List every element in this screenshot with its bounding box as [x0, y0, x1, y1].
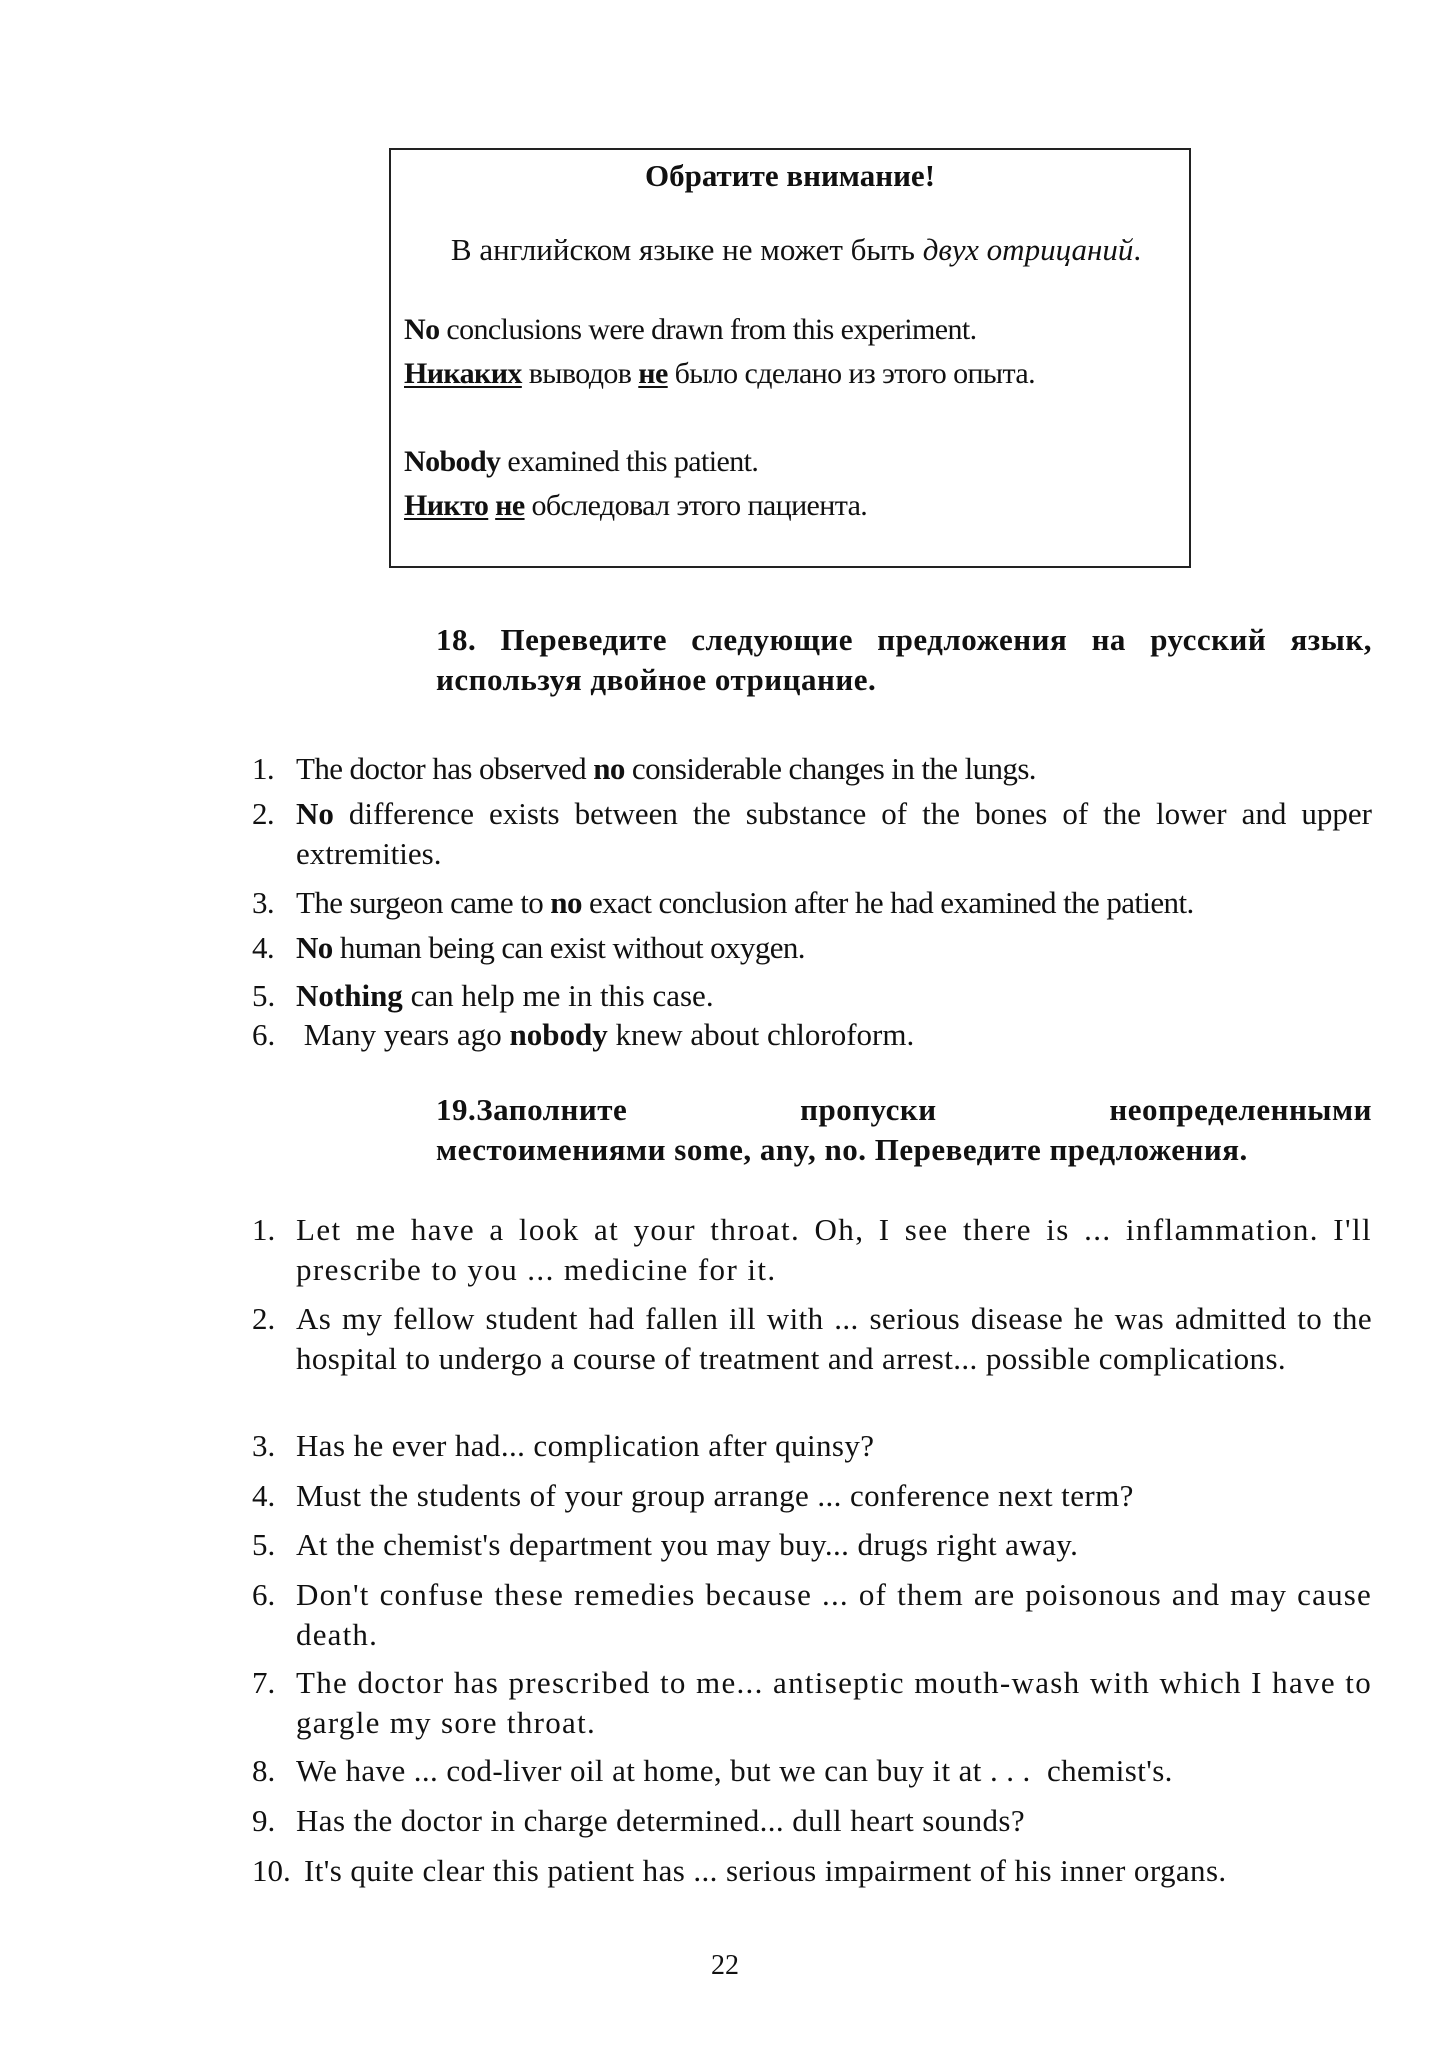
note-rule	[413, 232, 1179, 268]
negative-word: No	[296, 796, 334, 831]
item-number: 6.	[252, 1577, 276, 1612]
item-number: 6.	[252, 1017, 276, 1052]
example-1-russian-rest: было сделано из этого опыта.	[667, 357, 1035, 390]
item-number: 5.	[252, 1527, 276, 1562]
exercise-19-heading-line-1: 19.Заполните пропуски неопределенными	[436, 1092, 1372, 1127]
item-text: No difference exists between the substance of the bones of the lower and upper extremities.	[296, 796, 1372, 871]
item-text: Nothing can help me in this case.	[296, 978, 714, 1013]
exercise-19-heading	[436, 1090, 1372, 1170]
item-number: 3.	[252, 885, 275, 920]
note-rule-text: В английском языке не может быть	[450, 232, 923, 267]
item-number: 5.	[252, 978, 276, 1013]
example-2-russian	[404, 489, 867, 523]
item-number: 4.	[252, 930, 275, 965]
example-2-english	[404, 445, 758, 479]
note-box	[389, 148, 1191, 568]
exercise-18-heading-line-1: 18. Переведите следующие предложения на русский язык,	[436, 622, 1372, 657]
note-title: Обратите внимание!	[644, 158, 936, 193]
item-text: It's quite clear this patient has ... serious impairment of his inner organs.	[304, 1853, 1227, 1888]
example-1-russian-mid: выводов	[521, 357, 639, 390]
item-text: The doctor has observed no considerable changes in the lungs.	[296, 751, 1036, 786]
item-text: Many years ago nobody knew about chloroform.	[296, 1017, 915, 1052]
example-1-russian-neg-2: не	[638, 357, 668, 390]
item-text: The surgeon came to no exact conclusion after he had examined the patient.	[296, 885, 1194, 920]
item-text: Has the doctor in charge determined... dull heart sounds?	[296, 1803, 1025, 1838]
item-text: At the chemist's department you may buy... drugs right away.	[296, 1527, 1079, 1562]
example-1-english	[404, 313, 976, 347]
item-text: Don't confuse these remedies because ... of them are poisonous and may cause death.	[296, 1577, 1372, 1652]
example-2-russian-rest: обследовал этого пациента.	[524, 489, 868, 522]
page-number: 22	[711, 1950, 739, 1981]
exercise-18-heading	[436, 620, 1372, 700]
example-1-russian-neg-1: Никаких	[404, 357, 522, 390]
example-1-russian	[404, 357, 1035, 391]
negative-word: No	[296, 930, 333, 965]
item-number: 1.	[252, 751, 275, 786]
item-number: 9.	[252, 1803, 276, 1838]
item-text: We have ... cod-liver oil at home, but we can buy it at . . . chemist's.	[296, 1753, 1173, 1788]
item-text: Let me have a look at your throat. Oh, I see there is ... inflammation. I'll prescribe to you ... medicine for it.	[296, 1212, 1372, 1287]
item-text: Has he ever had... complication after quinsy?	[296, 1428, 875, 1463]
item-number: 2.	[252, 796, 275, 831]
item-text: The doctor has prescribed to me... antiseptic mouth-wash with which I have to gargle my sore throat.	[296, 1665, 1372, 1740]
item-number: 8.	[252, 1753, 276, 1788]
negative-word: Nothing	[296, 978, 403, 1013]
note-rule-end: .	[1133, 232, 1142, 267]
exercise-18-heading-line-2: используя двойное отрицание.	[436, 662, 877, 697]
example-2-russian-neg-2: не	[495, 489, 525, 522]
item-text: No human being can exist without oxygen.	[296, 930, 805, 965]
note-rule-italic: двух отрицаний	[922, 232, 1134, 267]
item-number: 7.	[252, 1665, 276, 1700]
item-number: 2.	[252, 1301, 276, 1336]
example-2-russian-neg-1: Никто	[404, 489, 489, 522]
item-number: 10.	[252, 1853, 291, 1888]
example-2-english-rest: examined this patient.	[500, 445, 759, 478]
negative-word: no	[593, 751, 625, 786]
item-number: 3.	[252, 1428, 276, 1463]
negative-word: no	[550, 885, 582, 920]
example-2-keyword: Nobody	[404, 445, 501, 478]
item-number: 1.	[252, 1212, 276, 1247]
item-text: Must the students of your group arrange ... conference next term?	[296, 1478, 1134, 1513]
item-number: 4.	[252, 1478, 276, 1513]
item-text: As my fellow student had fallen ill with ... serious disease he was admitted to the hospital to undergo a course of treatment and arrest... possible complications.	[296, 1301, 1372, 1376]
example-1-keyword: No	[404, 313, 440, 346]
negative-word: nobody	[509, 1017, 608, 1052]
exercise-19-heading-line-2: местоимениями some, any, no. Переведите предложения.	[436, 1132, 1248, 1167]
example-1-english-rest: conclusions were drawn from this experiment.	[439, 313, 977, 346]
